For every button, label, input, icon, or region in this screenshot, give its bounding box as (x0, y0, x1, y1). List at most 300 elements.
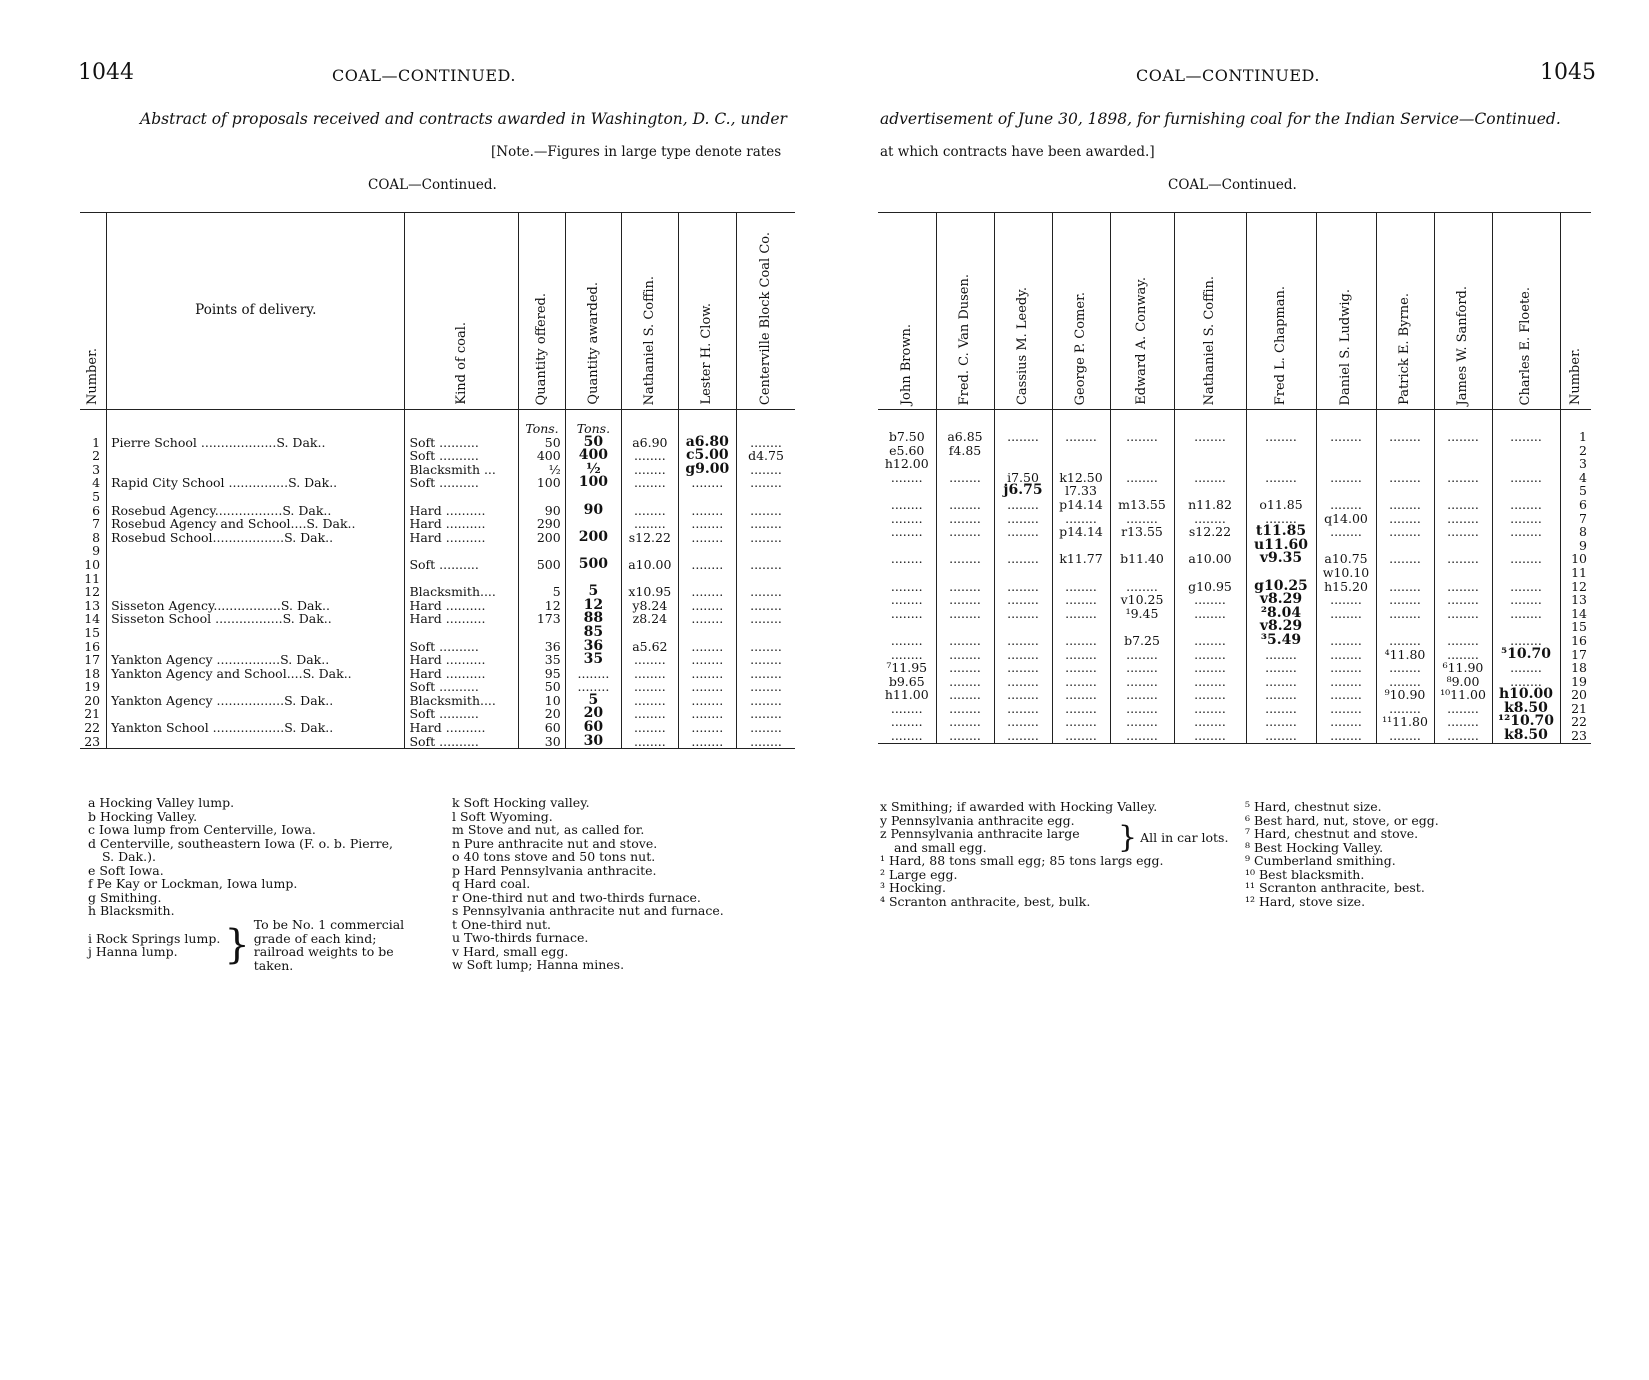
bid-cell: g10.95 (1174, 580, 1246, 594)
bid-cell: ........ (1376, 661, 1434, 675)
quantity-offered: 200 (519, 531, 565, 545)
unit-awarded: Tons. (565, 410, 621, 436)
coal-kind: Blacksmith ... (405, 463, 519, 477)
footnote: v Hard, small egg. (452, 943, 569, 959)
coal-kind: Soft .......... (405, 449, 519, 463)
bid-centerville: ........ (737, 585, 795, 599)
bid-cell (1316, 457, 1376, 471)
delivery-point: Rosebud Agency and School....S. Dak.. (107, 517, 405, 531)
bid-cell (1174, 444, 1246, 458)
coal-kind: Soft .......... (405, 735, 519, 749)
bid-cell: o11.85 (1246, 498, 1316, 512)
bid-coffin (622, 544, 678, 558)
bid-cell: a10.75 (1316, 552, 1376, 566)
bid-cell: ........ (1052, 593, 1110, 607)
quantity-offered: 10 (519, 694, 565, 708)
header-awarded: Quantity awarded. (565, 213, 621, 410)
bid-cell: e5.60 (889, 442, 925, 458)
footnote: ¹² Hard, stove size. (1245, 893, 1366, 909)
bid-centerville: d4.75 (737, 449, 795, 463)
bid-cell: h10.00 (1492, 688, 1560, 702)
bid-cell (1316, 539, 1376, 553)
bid-cell: b7.25 (1110, 634, 1174, 648)
table-row (80, 504, 795, 518)
spacer-cell (878, 410, 936, 431)
quantity-offered: 5 (519, 585, 565, 599)
bid-cell (878, 484, 936, 498)
bid-cell: ........ (1376, 729, 1434, 743)
bid-cell: ........ (1174, 648, 1246, 662)
quantity-awarded: 36 (565, 640, 621, 654)
header-bidder-3: George P. Comer. (1052, 213, 1110, 410)
row-number: 7 (1560, 512, 1591, 526)
table-row (878, 620, 1591, 634)
row-number: 17 (84, 652, 101, 668)
bid-cell: ........ (1492, 552, 1560, 566)
bid-clow (678, 490, 736, 504)
bid-centerville: ........ (737, 653, 795, 667)
bid-cell (1492, 620, 1560, 634)
quantity-awarded: 85 (565, 626, 621, 640)
table-row (80, 531, 795, 545)
footnote: q Hard coal. (452, 876, 531, 891)
delivery-point (107, 640, 405, 654)
bid-cell: q14.00 (1316, 512, 1376, 526)
quantity-awarded: 50 (565, 436, 621, 450)
bid-cell: ........ (1316, 675, 1376, 689)
footnotes-left-brace-group (88, 918, 404, 972)
row-number: 6 (92, 502, 101, 518)
bid-cell: ........ (1174, 593, 1246, 607)
table-row (878, 444, 1591, 458)
table-row (878, 661, 1591, 675)
table-row (80, 667, 795, 681)
bid-cell: v10.25 (1110, 593, 1174, 607)
table-row (878, 484, 1591, 498)
bid-cell: ........ (1376, 675, 1434, 689)
header-bidder-5: Nathaniel S. Coffin. (1174, 213, 1246, 410)
bid-clow: ........ (678, 476, 736, 490)
table-row (80, 626, 795, 640)
spacer-cell (994, 410, 1052, 431)
coal-kind: Hard .......... (405, 721, 519, 735)
row-number: 15 (84, 624, 101, 640)
bid-cell: ........ (1052, 688, 1110, 702)
table-row (80, 558, 795, 572)
bid-cell (1052, 444, 1110, 458)
delivery-point: Yankton Agency and School....S. Dak.. (107, 667, 405, 681)
bid-cell: ........ (1376, 580, 1434, 594)
row-number: 18 (84, 665, 101, 681)
bid-cell: ........ (1052, 661, 1110, 675)
quantity-offered: 20 (519, 707, 565, 721)
quantity-awarded: 5 (565, 585, 621, 599)
row-number: 14 (84, 611, 101, 627)
bid-cell: ........ (1376, 525, 1434, 539)
bid-coffin: a6.90 (622, 436, 678, 450)
brace-icon: } (224, 922, 250, 968)
row-number: 22 (84, 720, 101, 736)
footnote: b Hocking Valley. (88, 808, 198, 824)
bid-centerville: ........ (737, 667, 795, 681)
bid-clow: g9.00 (678, 463, 736, 477)
bid-cell (1174, 566, 1246, 580)
spacer-cell (1434, 410, 1492, 431)
bid-cell: ........ (890, 592, 923, 608)
bid-cell: ........ (1110, 661, 1174, 675)
table-row (80, 476, 795, 490)
header-bidder-7: Daniel S. Ludwig. (1316, 213, 1376, 410)
bid-centerville: ........ (737, 694, 795, 708)
table-row (878, 688, 1591, 702)
bid-cell: ........ (1246, 702, 1316, 716)
bid-cell: ........ (994, 580, 1052, 594)
row-number: 9 (92, 543, 101, 559)
quantity-offered (519, 490, 565, 504)
row-number: 11 (1560, 566, 1591, 580)
bid-clow: ........ (678, 680, 736, 694)
quantity-offered: 173 (519, 612, 565, 626)
table-row (80, 599, 795, 613)
bid-cell: ........ (1246, 675, 1316, 689)
bid-cell: ........ (936, 648, 994, 662)
delivery-point (107, 558, 405, 572)
delivery-point: Sisseton Agency.................S. Dak.. (107, 599, 405, 613)
table-row (80, 694, 795, 708)
footnote: S. Dak.). (102, 849, 156, 864)
quantity-offered: 12 (519, 599, 565, 613)
table-row (878, 512, 1591, 526)
bid-centerville: ........ (737, 612, 795, 626)
row-number: 20 (1560, 688, 1591, 702)
bid-cell: ........ (890, 646, 923, 662)
left-header-row (80, 213, 795, 410)
bid-cell: ........ (1052, 430, 1110, 444)
bid-cell (1492, 444, 1560, 458)
quantity-awarded: 500 (565, 558, 621, 572)
bid-cell: ........ (1316, 661, 1376, 675)
bid-cell: ........ (1434, 634, 1492, 648)
bid-coffin (622, 490, 678, 504)
bid-cell: ........ (1110, 471, 1174, 485)
row-number: 6 (1560, 498, 1591, 512)
coal-kind: Soft .......... (405, 476, 519, 490)
bid-coffin: ........ (622, 476, 678, 490)
bid-cell (936, 539, 994, 553)
quantity-awarded: ½ (565, 463, 621, 477)
bid-cell: ........ (936, 675, 994, 689)
table-row (878, 648, 1591, 662)
quantity-offered: 500 (519, 558, 565, 572)
bid-clow: ........ (678, 640, 736, 654)
bid-coffin: z8.24 (622, 612, 678, 626)
bid-cell (1052, 566, 1110, 580)
delivery-point: Yankton Agency .................S. Dak.. (107, 694, 405, 708)
bid-clow: ........ (678, 735, 736, 749)
footnote: f Pe Kay or Lockman, Iowa lump. (88, 876, 298, 891)
bid-cell: ........ (1246, 688, 1316, 702)
bid-cell (1434, 539, 1492, 553)
bid-cell: g10.25 (1246, 580, 1316, 594)
table-row (878, 498, 1591, 512)
quantity-awarded: 20 (565, 707, 621, 721)
bid-cell: ........ (1246, 512, 1316, 526)
bid-cell: ........ (936, 512, 994, 526)
delivery-point (107, 449, 405, 463)
spacer-cell (1560, 410, 1591, 431)
bid-cell: v8.29 (1246, 593, 1316, 607)
row-number: 12 (1560, 580, 1591, 594)
bid-clow: ........ (678, 558, 736, 572)
quantity-awarded: 90 (565, 504, 621, 518)
quantity-awarded: 5 (565, 694, 621, 708)
row-number: 3 (1560, 457, 1591, 471)
bid-centerville: ........ (737, 707, 795, 721)
row-number: 14 (1560, 607, 1591, 621)
bid-centerville: ........ (737, 680, 795, 694)
bid-clow: c5.00 (678, 449, 736, 463)
bid-cell: ........ (936, 471, 994, 485)
bid-cell: ........ (1376, 702, 1434, 716)
spacer-cell (1376, 410, 1434, 431)
footnote: t One-third nut. (452, 916, 552, 932)
coal-kind: Soft .......... (405, 640, 519, 654)
table-row (878, 580, 1591, 594)
bid-cell: n11.82 (1174, 498, 1246, 512)
bid-cell: p14.14 (1052, 525, 1110, 539)
footnote: h Blacksmith. (88, 903, 175, 918)
table-row (878, 525, 1591, 539)
quantity-offered: 400 (519, 449, 565, 463)
bid-clow: ........ (678, 531, 736, 545)
table-row (878, 471, 1591, 485)
header-bidder-6: Fred L. Chapman. (1246, 213, 1316, 410)
table-row (80, 544, 795, 558)
table-row (80, 721, 795, 735)
bid-coffin: ........ (622, 449, 678, 463)
footnote: m Stove and nut, as called for. (452, 822, 645, 837)
coal-kind: Hard .......... (405, 504, 519, 518)
bid-cell: j6.75 (994, 484, 1052, 498)
row-number: 22 (1560, 715, 1591, 729)
bid-cell: ........ (1434, 729, 1492, 743)
bid-cell (1492, 457, 1560, 471)
bid-cell: ........ (1434, 552, 1492, 566)
bid-cell: ........ (1052, 729, 1110, 743)
quantity-awarded: 12 (565, 599, 621, 613)
bid-cell: ........ (1110, 688, 1174, 702)
footnotes-right-brace (1118, 820, 1229, 855)
brace-line: taken. (253, 957, 294, 973)
row-number: 8 (1560, 525, 1591, 539)
bid-cell: ........ (1174, 661, 1246, 675)
bid-cell: ........ (994, 552, 1052, 566)
quantity-awarded: ........ (565, 680, 621, 694)
bid-cell: ........ (1434, 715, 1492, 729)
bid-cell: ........ (1110, 675, 1174, 689)
coal-kind (405, 626, 519, 640)
bid-cell: ........ (1174, 512, 1246, 526)
bid-coffin: a5.62 (622, 640, 678, 654)
bid-cell: ........ (936, 580, 994, 594)
quantity-offered: 30 (519, 735, 565, 749)
row-number: 4 (1560, 471, 1591, 485)
coal-kind: Hard .......... (405, 653, 519, 667)
bid-cell: ........ (1434, 430, 1492, 444)
bid-cell: ........ (1246, 471, 1316, 485)
delivery-point: Rosebud School..................S. Dak.. (107, 531, 405, 545)
bid-cell: ........ (1052, 512, 1110, 526)
bid-cell: ........ (1052, 675, 1110, 689)
row-number: 19 (1560, 675, 1591, 689)
bid-cell: ........ (994, 512, 1052, 526)
header-bidder-8: Patrick E. Byrne. (1376, 213, 1434, 410)
bid-cell: ........ (1376, 607, 1434, 621)
bid-cell: ........ (1110, 729, 1174, 743)
table-row (878, 552, 1591, 566)
quantity-awarded: 60 (565, 721, 621, 735)
quantity-offered (519, 626, 565, 640)
bid-cell (936, 620, 994, 634)
bid-cell: ........ (1110, 512, 1174, 526)
table-row (878, 702, 1591, 716)
footnote: ² Large egg. (880, 866, 958, 882)
bid-cell: ........ (1434, 607, 1492, 621)
bid-clow: a6.80 (678, 436, 736, 450)
bid-centerville: ........ (737, 721, 795, 735)
row-number: 20 (84, 692, 101, 708)
row-number: 23 (1560, 729, 1591, 743)
bid-cell: ........ (1052, 715, 1110, 729)
footnote: w Soft lump; Hanna mines. (452, 957, 625, 972)
footnote: ³ Hocking. (880, 880, 947, 895)
delivery-point: Rapid City School ...............S. Dak.. (107, 476, 405, 490)
footnote: ⁴ Scranton anthracite, best, bulk. (880, 893, 1091, 909)
coal-kind: Soft .......... (405, 558, 519, 572)
bid-coffin: ........ (622, 707, 678, 721)
coal-heading-right: COAL—Continued. (1168, 177, 1297, 193)
bid-cell: h12.00 (884, 456, 929, 472)
bid-cell: ........ (994, 648, 1052, 662)
bid-cell: ........ (1376, 471, 1434, 485)
footnote: r One-third nut and two-thirds furnace. (452, 889, 701, 905)
row-number: 13 (1560, 593, 1591, 607)
table-row (80, 463, 795, 477)
bid-cell: ........ (936, 715, 994, 729)
bid-cell (936, 566, 994, 580)
row-number: 16 (1560, 634, 1591, 648)
delivery-point (107, 463, 405, 477)
bid-centerville: ........ (737, 517, 795, 531)
footnote: ¹ Hard, 88 tons small egg; 85 tons largs egg. (880, 853, 1164, 868)
spacer-cell (1246, 410, 1316, 431)
header-clow: Lester H. Clow. (678, 213, 736, 410)
brace-line: To be No. 1 commercial (253, 917, 405, 932)
quantity-offered: 90 (519, 504, 565, 518)
bid-cell (878, 620, 936, 634)
bid-cell: ⁷11.95 (886, 660, 928, 676)
bid-clow: ........ (678, 667, 736, 681)
footnote: ⁸ Best Hocking Valley. (1245, 839, 1384, 855)
bid-cell: ........ (890, 632, 923, 648)
bid-cell: w10.10 (1316, 566, 1376, 580)
bid-cell: ........ (1492, 607, 1560, 621)
bid-cell: ⁵10.70 (1492, 648, 1560, 662)
right-coal-table (878, 212, 1591, 744)
bid-centerville (737, 626, 795, 640)
bid-cell: k12.50 (1052, 471, 1110, 485)
quantity-awarded: 88 (565, 612, 621, 626)
table-row (80, 612, 795, 626)
bid-centerville: ........ (737, 504, 795, 518)
header-bidder-1: Fred. C. Van Dusen. (936, 213, 994, 410)
bid-cell (1246, 444, 1316, 458)
footnote: y Pennsylvania anthracite egg. (880, 812, 1075, 828)
bid-clow: ........ (678, 612, 736, 626)
bid-coffin: ........ (622, 653, 678, 667)
bid-coffin: ........ (622, 694, 678, 708)
bid-cell (1110, 566, 1174, 580)
bid-coffin: x10.95 (622, 585, 678, 599)
bid-cell: v8.29 (1246, 620, 1316, 634)
bid-cell: ........ (1492, 525, 1560, 539)
brace-line: grade of each kind; (253, 930, 377, 946)
bid-coffin: ........ (622, 504, 678, 518)
bid-clow: ........ (678, 694, 736, 708)
row-number: 23 (80, 735, 107, 749)
bid-cell: ⁸9.00 (1434, 675, 1492, 689)
bid-cell: ........ (1246, 729, 1316, 743)
row-number: 15 (1560, 620, 1591, 634)
bid-cell: ........ (1174, 634, 1246, 648)
delivery-point (107, 626, 405, 640)
bid-cell (1052, 539, 1110, 553)
bid-cell: ........ (994, 715, 1052, 729)
row-number: 2 (1560, 444, 1591, 458)
footnote: x Smithing; if awarded with Hocking Valley. (880, 799, 1158, 814)
spacer-cell (1110, 410, 1174, 431)
bid-cell (994, 566, 1052, 580)
bid-cell: ........ (1492, 512, 1560, 526)
bid-cell: ........ (890, 700, 923, 716)
row-number: 17 (1560, 648, 1591, 662)
bid-cell: ........ (1492, 471, 1560, 485)
delivery-point (107, 707, 405, 721)
bid-cell: ........ (994, 702, 1052, 716)
header-bidder-2: Cassius M. Leedy. (994, 213, 1052, 410)
bid-cell: ........ (1174, 715, 1246, 729)
bid-cell: ........ (1434, 525, 1492, 539)
bid-cell: ........ (1174, 702, 1246, 716)
quantity-offered: 95 (519, 667, 565, 681)
header-bidder-0: John Brown. (898, 323, 914, 405)
table-row (80, 653, 795, 667)
bid-cell: ........ (936, 634, 994, 648)
brace-text (254, 918, 404, 972)
bid-cell: ........ (1492, 675, 1560, 689)
footnote: ⁶ Best hard, nut, stove, or egg. (1245, 812, 1439, 828)
coal-kind (405, 490, 519, 504)
table-row (878, 593, 1591, 607)
bid-clow: ........ (678, 517, 736, 531)
bid-cell: ........ (994, 729, 1052, 743)
bid-clow: ........ (678, 653, 736, 667)
quantity-offered: 60 (519, 721, 565, 735)
quantity-offered: 50 (519, 680, 565, 694)
table-row (878, 566, 1591, 580)
running-head-right: COAL—CONTINUED. (1136, 66, 1320, 85)
footnote: ⁷ Hard, chestnut and stove. (1245, 826, 1419, 841)
